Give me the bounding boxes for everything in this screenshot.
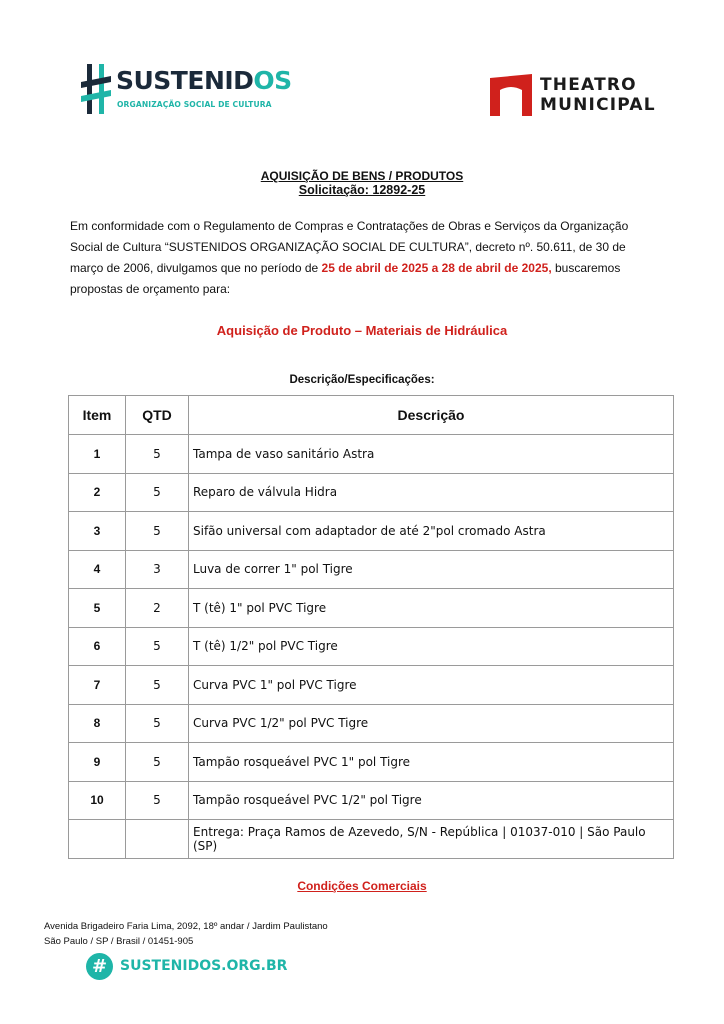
sustenidos-logo — [80, 62, 292, 118]
item-quantity: 5 — [126, 627, 189, 666]
item-description: Tampa de vaso sanitário Astra — [189, 435, 674, 474]
sustenidos-logo-tagline: ORGANIZAÇÃO SOCIAL DE CULTURA — [117, 100, 272, 109]
table-row — [69, 743, 674, 782]
table-row — [69, 435, 674, 474]
footer-website[interactable]: SUSTENIDOS.ORG.BR — [120, 958, 288, 974]
theatro-logo-line2: MUNICIPAL — [540, 95, 656, 115]
delivery-row — [69, 820, 674, 859]
item-quantity: 2 — [126, 589, 189, 628]
item-number: 3 — [69, 512, 126, 551]
item-quantity: 5 — [126, 473, 189, 512]
item-number: 10 — [69, 781, 126, 820]
table-row — [69, 781, 674, 820]
footer-address — [44, 919, 328, 949]
header-item: Item — [69, 396, 126, 435]
table-row — [69, 512, 674, 551]
table-header-row — [69, 396, 674, 435]
items-table — [68, 395, 674, 859]
item-description: T (tê) 1/2" pol PVC Tigre — [189, 627, 674, 666]
item-number: 5 — [69, 589, 126, 628]
item-quantity: 5 — [126, 743, 189, 782]
item-description: T (tê) 1" pol PVC Tigre — [189, 589, 674, 628]
request-number: Solicitação: 12892-25 — [298, 183, 426, 197]
item-quantity: 5 — [126, 666, 189, 705]
item-description: Tampão rosqueável PVC 1/2" pol Tigre — [189, 781, 674, 820]
item-number: 1 — [69, 435, 126, 474]
intro-paragraph — [70, 216, 660, 300]
footer-address-line2: São Paulo / SP / Brasil / 01451-905 — [44, 936, 194, 947]
item-description: Reparo de válvula Hidra — [189, 473, 674, 512]
sustenidos-logo-wordmark: SUSTENIDOS — [116, 66, 292, 95]
header-qtd: QTD — [126, 396, 189, 435]
intro-period: 25 de abril de 2025 a 28 de abril de 2025, — [321, 261, 552, 275]
sustenidos-circle-icon: # — [86, 953, 113, 980]
table-row — [69, 473, 674, 512]
item-quantity: 5 — [126, 435, 189, 474]
item-description: Curva PVC 1/2" pol PVC Tigre — [189, 704, 674, 743]
table-row — [69, 589, 674, 628]
table-row — [69, 550, 674, 589]
footer-address-line1: Avenida Brigadeiro Faria Lima, 2092, 18º andar / Jardim Paulistano — [44, 921, 328, 932]
spec-title: Descrição/Especificações: — [289, 374, 435, 386]
sustenidos-hash-icon — [80, 62, 112, 116]
table-row — [69, 627, 674, 666]
theatro-logo-line1: THEATRO — [540, 75, 637, 95]
section-title: Aquisição de Produto – Materiais de Hidráulica — [216, 323, 508, 338]
theatro-municipal-emblem-icon — [490, 74, 532, 116]
item-description: Sifão universal com adaptador de até 2"pol cromado Astra — [189, 512, 674, 551]
intro-text-2: buscaremos propostas de orçamento para: — [70, 261, 621, 296]
item-description: Tampão rosqueável PVC 1" pol Tigre — [189, 743, 674, 782]
item-quantity: 3 — [126, 550, 189, 589]
item-number: 9 — [69, 743, 126, 782]
item-quantity: 5 — [126, 781, 189, 820]
item-description: Luva de correr 1" pol Tigre — [189, 550, 674, 589]
item-number: 6 — [69, 627, 126, 666]
item-number: 4 — [69, 550, 126, 589]
header-description: Descrição — [189, 396, 674, 435]
item-description: Curva PVC 1" pol PVC Tigre — [189, 666, 674, 705]
item-number: 7 — [69, 666, 126, 705]
intro-text-1: Em conformidade com o Regulamento de Compras e Contratações de Obras e Serviços da Organização Social de Cultura “SUSTENIDOS ORGANIZAÇÃO SOCIAL DE CULTURA”, decreto nº. 50.611, de 30 de março de 2006, divulgamos que no período de — [70, 219, 629, 275]
conditions-title: Condições Comerciais — [297, 879, 427, 893]
item-quantity: 5 — [126, 512, 189, 551]
item-number: 2 — [69, 473, 126, 512]
delivery-empty-cell — [126, 820, 189, 859]
item-number: 8 — [69, 704, 126, 743]
delivery-address: Entrega: Praça Ramos de Azevedo, S/N - República | 01037-010 | São Paulo (SP) — [189, 820, 674, 859]
theatro-municipal-logo — [490, 72, 655, 120]
table-row — [69, 666, 674, 705]
delivery-empty-cell — [69, 820, 126, 859]
table-row — [69, 704, 674, 743]
item-quantity: 5 — [126, 704, 189, 743]
document-title: AQUISIÇÃO DE BENS / PRODUTOS — [260, 169, 464, 183]
